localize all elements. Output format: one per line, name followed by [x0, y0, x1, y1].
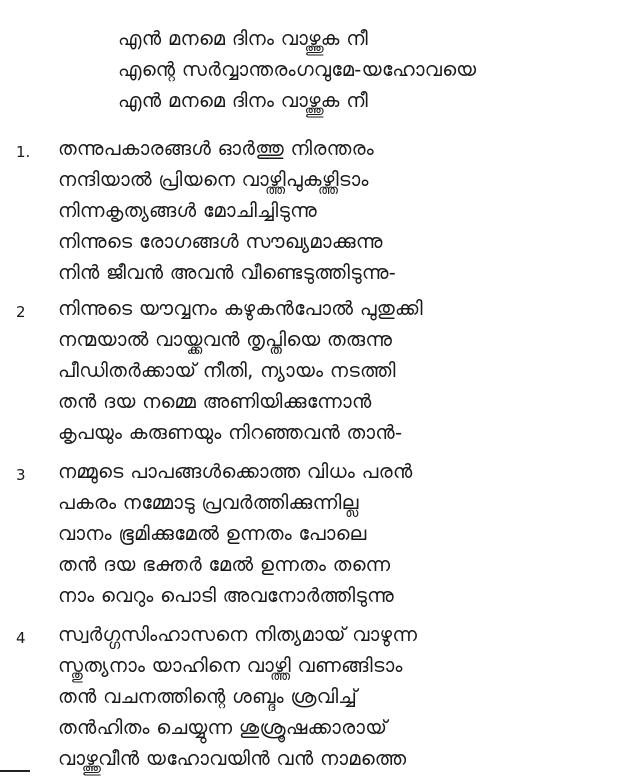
verse-number: 2 [16, 303, 26, 321]
chorus-line: എന്റെ സർവ്വാന്തരംഗവുമേ-യഹോവയെ [118, 58, 477, 81]
verse-number: 1. [16, 143, 31, 161]
verse-number: 4 [16, 629, 26, 647]
verse-line: നാം വെറും പൊടി അവനോർത്തിടുന്നു [58, 584, 395, 607]
verse-line: നമ്മുടെ പാപങ്ങൾക്കൊത്ത വിധം പരൻ [58, 460, 413, 483]
verse-line: തൻ വചനത്തിന്റെ ശബ്ദം ശ്രവിച്ച് [58, 685, 358, 708]
chorus-line: എൻ മനമെ ദിനം വാഴ്ത്തുക നീ [118, 89, 369, 112]
verse-line: സ്തുത്യനാം യാഹിനെ വാഴ്ത്തി വണങ്ങിടാം [58, 654, 403, 677]
verse-line: തൻഹിതം ചെയ്യുന്ന ശുശ്രൂഷക്കാരായ് [58, 716, 388, 739]
verse-number: 3 [16, 466, 26, 484]
bottom-divider [0, 770, 30, 772]
verse-line: വാഴ്ത്തുവീൻ യഹോവയിൻ വൻ നാമത്തെ [58, 747, 407, 770]
verse-line: തൻ ദയ നമ്മെ അണിയിക്കുന്നോൻ [58, 390, 372, 413]
verse-line: നന്ദിയാൽ പ്രിയനെ വാഴ്ത്തിപുകഴ്ത്തിടാം [58, 168, 369, 191]
verse-line: നിൻ ജീവൻ അവൻ വീണ്ടെടുത്തിടുന്നു- [58, 261, 397, 284]
verse-line: തൻ ദയ ഭക്തർ മേൽ ഉന്നതം തന്നെ [58, 553, 391, 576]
verse-line: നിന്നുടെ യൗവ്വനം കഴുകൻപോൽ പുതുക്കി [58, 297, 423, 320]
verse-line: കൃപയും കരുണയും നിറഞ്ഞവൻ താൻ- [58, 421, 403, 444]
verse-line: വാനം ഭൂമിക്കുമേൽ ഉന്നതം പോലെ [58, 522, 367, 545]
verse-line: നിന്നുടെ രോഗങ്ങൾ സൗഖ്യമാക്കുന്നു [58, 230, 383, 253]
verse-line: നന്മയാൽ വായ്ക്കവൻ തൃപ്തിയെ തരുന്നു [58, 328, 393, 351]
chorus-line: എൻ മനമെ ദിനം വാഴ്ത്തുക നീ [118, 27, 369, 50]
verse-line: പീഡിതർക്കായ് നീതി, ന്യായം നടത്തി [58, 359, 396, 382]
verse-line: പകരം നമ്മോടു പ്രവർത്തിക്കുന്നില്ല [58, 491, 359, 514]
verse-line: തന്നുപകാരങ്ങൾ ഓർത്തു നിരന്തരം [58, 137, 374, 160]
verse-line: സ്വർഗ്ഗസിംഹാസനെ നിത്യമായ് വാഴുന്ന [58, 623, 418, 646]
verse-line: നിന്നകൃത്യങ്ങൾ മോചിച്ചിടുന്നു [58, 199, 318, 222]
